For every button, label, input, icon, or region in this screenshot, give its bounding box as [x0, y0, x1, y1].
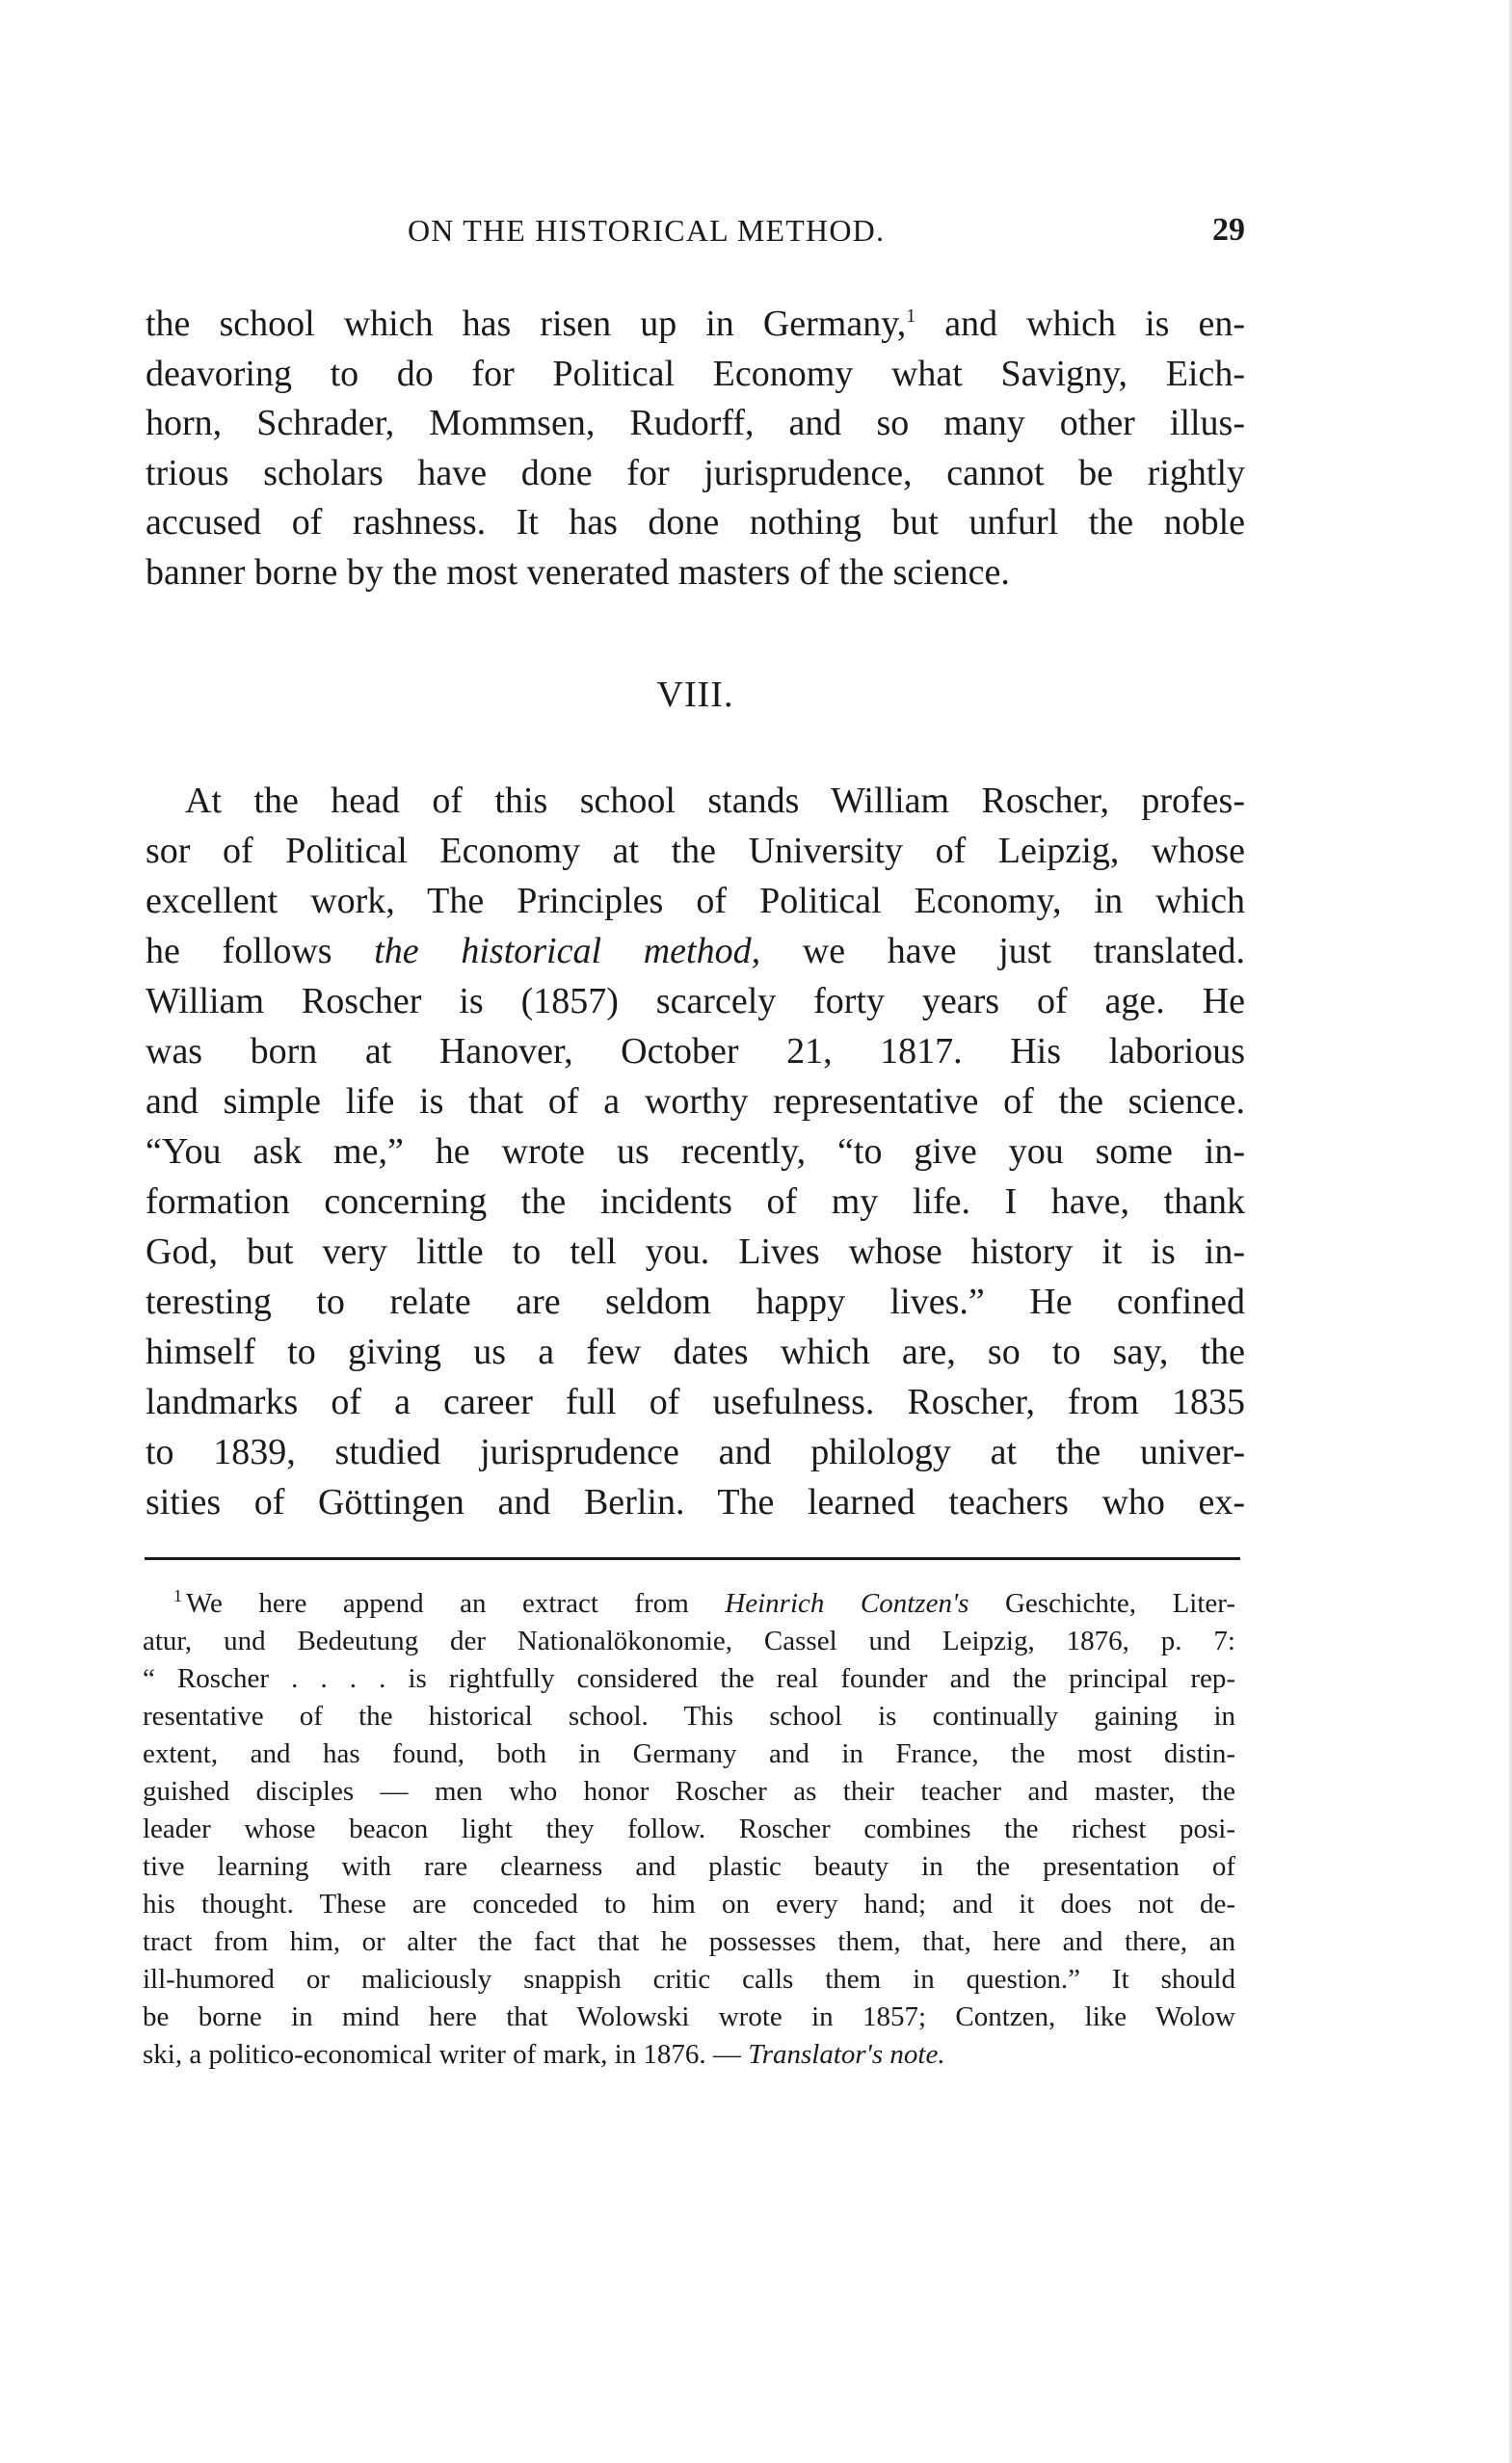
text-line: and simple life is that of a worthy representative of the science. [146, 1081, 1245, 1122]
text-line: formation concerning the incidents of my life. I have, thank [146, 1181, 1245, 1222]
text-line: landmarks of a career full of usefulness. Roscher, from 1835 [146, 1382, 1245, 1422]
footnote-marker: 1 [173, 1586, 182, 1605]
italic-author: Heinrich Contzen's [725, 1588, 969, 1619]
footnote-line: his thought. These are conceded to him on every hand; and it does not de- [143, 1889, 1235, 1920]
text-line: sities of Göttingen and Berlin. The learned teachers who ex- [146, 1482, 1245, 1523]
footnote-line: tract from him, or alter the fact that he possesses them, that, here and there, an [143, 1926, 1235, 1957]
page-number: 29 [1212, 212, 1245, 248]
text-line: “You ask me,” he wrote us recently, “to give you some in- [146, 1131, 1245, 1172]
footnote-line: “ Roscher . . . . is rightfully considered the real founder and the principal rep- [143, 1663, 1235, 1694]
text-line: At the head of this school stands William Roscher, profes- [185, 781, 1245, 821]
italic-title: the historical method, [374, 931, 761, 971]
text-line: teresting to relate are seldom happy lives.” He confined [146, 1282, 1245, 1322]
footnote-reference[interactable]: 1 [906, 305, 916, 327]
footnote-line: $^1$ We here append an extract from Heinrich Contzen's Geschichte, Liter- [173, 1586, 1235, 1619]
text-line: William Roscher is (1857) scarcely forty years of age. He [146, 981, 1245, 1021]
footnote-line: be borne in mind here that Wolowski wrote in 1857; Contzen, like Wolow [143, 2001, 1235, 2032]
text-line: accused of rashness. It has done nothing but unfurl the noble [146, 502, 1245, 543]
footnote-line: ski, a politico-economical writer of mark, in 1876. — Translator's note. [143, 2039, 945, 2070]
footnote-line: ill-humored or maliciously snappish critic calls them in question.” It should [143, 1964, 1235, 1995]
text-line: God, but very little to tell you. Lives whose history it is in- [146, 1232, 1245, 1272]
text-line: horn, Schrader, Mommsen, Rudorff, and so many other illus- [146, 403, 1245, 443]
text-line: trious scholars have done for jurisprudence, cannot be rightly [146, 453, 1245, 493]
footnote-line: leader whose beacon light they follow. Roscher combines the richest posi- [143, 1814, 1235, 1844]
running-title: ON THE HISTORICAL METHOD. [408, 213, 886, 248]
text-line: to 1839, studied jurisprudence and philology at the univer- [146, 1432, 1245, 1472]
text-line: sor of Political Economy at the University of Leipzig, whose [146, 831, 1245, 871]
text-line: deavoring to do for Political Economy what Savigny, Eich- [146, 354, 1245, 394]
text-line: banner borne by the most venerated masters of the science. [146, 552, 1010, 593]
footnote-line: tive learning with rare clearness and plastic beauty in the presentation of [143, 1851, 1235, 1882]
footnote-line: atur, und Bedeutung der Nationalökonomie, Cassel und Leipzig, 1876, p. 7: [143, 1626, 1235, 1656]
section-heading: VIII. [656, 675, 734, 715]
footnote-line: extent, and has found, both in Germany and in France, the most distin- [143, 1738, 1235, 1769]
running-head [145, 206, 1245, 254]
footnote-divider [145, 1557, 1240, 1560]
text-line: the school which has risen up in Germany,$^1$ and which is en- [146, 304, 1245, 344]
translator-note: Translator's note. [748, 2039, 945, 2070]
footnote-line: resentative of the historical school. This school is continually gaining in [143, 1701, 1235, 1732]
text-line: excellent work, The Principles of Political Economy, in which [146, 881, 1245, 921]
footnote-line: guished disciples — men who honor Roscher as their teacher and master, the [143, 1776, 1235, 1807]
text-line: he follows the historical method, we have just translated. [146, 931, 1245, 971]
text-line: himself to giving us a few dates which are, so to say, the [146, 1332, 1245, 1372]
text-line: was born at Hanover, October 21, 1817. His laborious [146, 1031, 1245, 1072]
